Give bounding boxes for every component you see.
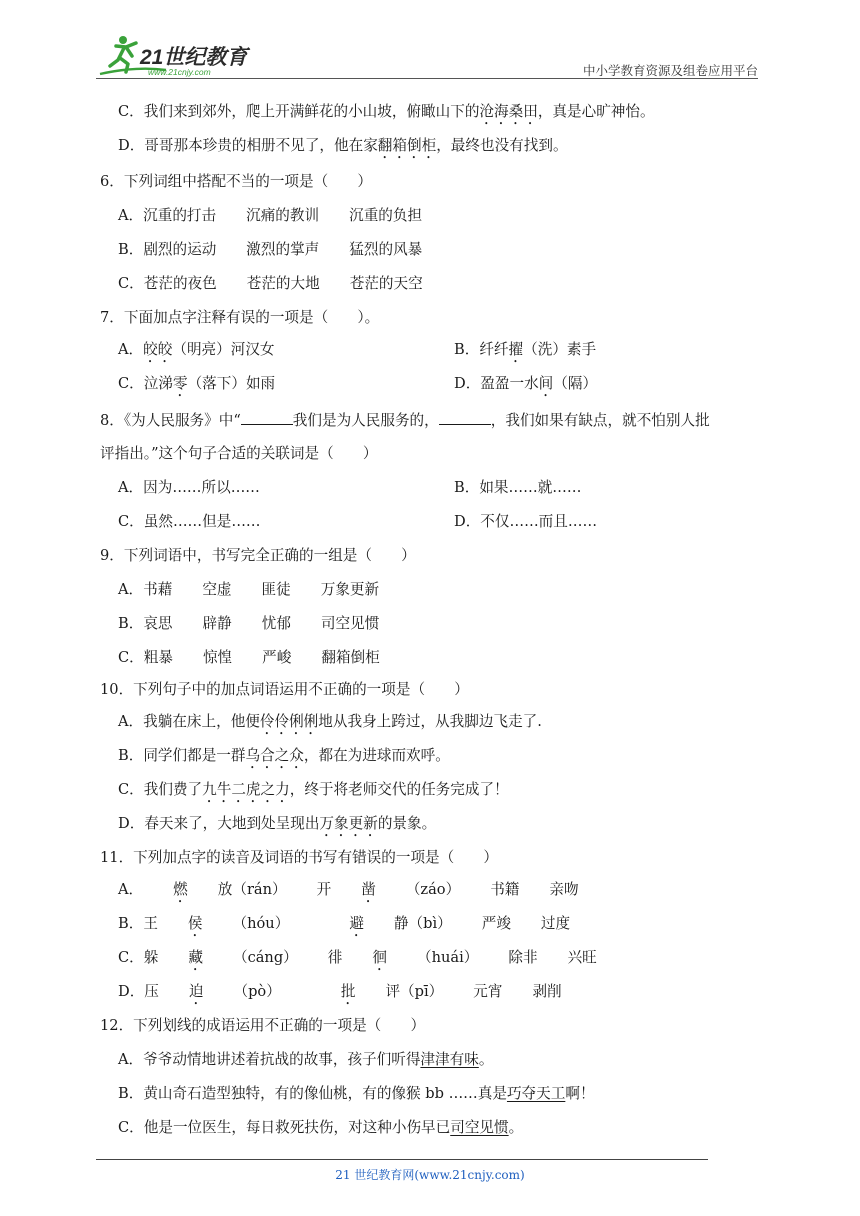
q7-option-c: C．泣涕零（落下）如雨 bbox=[118, 375, 276, 392]
q5-option-d: D．哥哥那本珍贵的相册不见了，他在家翻箱倒柜，最终也没有找到。 bbox=[118, 137, 568, 154]
footer-source: 21 世纪教育网(www.21cnjy.com) bbox=[335, 1168, 525, 1182]
q12-option-c: C．他是一位医生，每日救死扶伤，对这种小伤早已司空见惯。 bbox=[118, 1119, 524, 1136]
q12-option-b: B．黄山奇石造型独特，有的像仙桃，有的像猴 bb ……真是巧夺天工啊！ bbox=[118, 1085, 595, 1102]
q11-option-d: D．压 迫 （pò） 批 评（pī） 元宵 剥削 bbox=[118, 983, 562, 1000]
q12-stem: 12．下列划线的成语运用不正确的一项是（ ） bbox=[100, 1017, 426, 1034]
platform-title: 中小学教育资源及组卷应用平台 bbox=[582, 63, 758, 78]
logo-main: 21世纪教育 bbox=[140, 46, 248, 69]
q6-option-a: A．沉重的打击 沉痛的教训 沉重的负担 bbox=[118, 207, 423, 224]
q9-option-a: A．书藉 空虚 匪徒 万象更新 bbox=[118, 581, 380, 598]
q8-stem-line1: 8．《为人民服务》中“ 我们是为人民服务的， ，我们如果有缺点，就不怕别人批 bbox=[100, 412, 710, 429]
q9-stem: 9．下列词语中，书写完全正确的一组是（ ） bbox=[100, 547, 416, 564]
q9-option-b: B．哀思 辟静 忧郁 司空见惯 bbox=[118, 615, 380, 632]
q8-blank-1 bbox=[241, 410, 293, 425]
q11-option-b: B．王 侯 （hóu） 避 静（bì） 严竣 过度 bbox=[118, 915, 571, 932]
logo-21cnjy-icon bbox=[96, 34, 266, 78]
page-header bbox=[96, 34, 758, 80]
q7-option-d: D．盈盈一水间（隔） bbox=[454, 375, 598, 392]
q8-blank-2 bbox=[439, 410, 491, 425]
q6-option-b: B．剧烈的运动 激烈的掌声 猛烈的风暴 bbox=[118, 241, 423, 258]
q10-option-d: D．春天来了，大地到处呈现出万象更新的景象。 bbox=[118, 815, 437, 832]
q10-option-b: B．同学们都是一群乌合之众，都在为进球而欢呼。 bbox=[118, 747, 450, 764]
header-divider bbox=[96, 78, 758, 79]
q7-stem: 7．下面加点字注释有误的一项是（ ）。 bbox=[100, 309, 380, 326]
q7-option-b: B．纤纤擢（洗）素手 bbox=[454, 341, 597, 358]
q8-option-b: B．如果……就…… bbox=[454, 479, 582, 496]
q8-option-a: A．因为……所以…… bbox=[118, 479, 260, 496]
q7-option-a: A．皎皎（明亮）河汉女 bbox=[118, 341, 275, 358]
q11-stem: 11．下列加点字的读音及词语的书写有错误的一项是（ ） bbox=[100, 849, 499, 866]
q5-option-c: C．我们来到郊外，爬上开满鲜花的小山坡，俯瞰山下的沧海桑田，真是心旷神怡。 bbox=[118, 103, 655, 120]
q11-option-a: A． 燃 放（rán） 开 凿 （záo） 书籍 亲吻 bbox=[118, 881, 579, 898]
footer-divider bbox=[96, 1159, 708, 1160]
q8-stem-line2: 评指出。”这个句子合适的关联词是（ ） bbox=[100, 445, 378, 462]
q12-option-a: A．爷爷动情地讲述着抗战的故事，孩子们听得津津有味。 bbox=[118, 1051, 494, 1068]
q10-stem: 10．下列句子中的加点词语运用不正确的一项是（ ） bbox=[100, 681, 469, 698]
logo-sub: www.21cnjy.com bbox=[148, 67, 211, 77]
q9-option-c: C．粗暴 惊惶 严峻 翻箱倒柜 bbox=[118, 649, 380, 666]
q6-stem: 6．下列词组中搭配不当的一项是（ ） bbox=[100, 173, 372, 190]
q6-option-c: C．苍茫的夜色 苍茫的大地 苍茫的天空 bbox=[118, 275, 423, 292]
q8-option-c: C．虽然……但是…… bbox=[118, 513, 261, 530]
q11-option-c: C．躲 藏 （cáng） 徘 徊 （huái） 除非 兴旺 bbox=[118, 949, 597, 966]
q8-option-d: D．不仅……而且…… bbox=[454, 513, 598, 530]
q10-option-a: A．我躺在床上，他便伶伶俐俐地从我身上跨过，从我脚边飞走了. bbox=[118, 713, 542, 730]
q10-option-c: C．我们费了九牛二虎之力，终于将老师交代的任务完成了！ bbox=[118, 781, 509, 798]
